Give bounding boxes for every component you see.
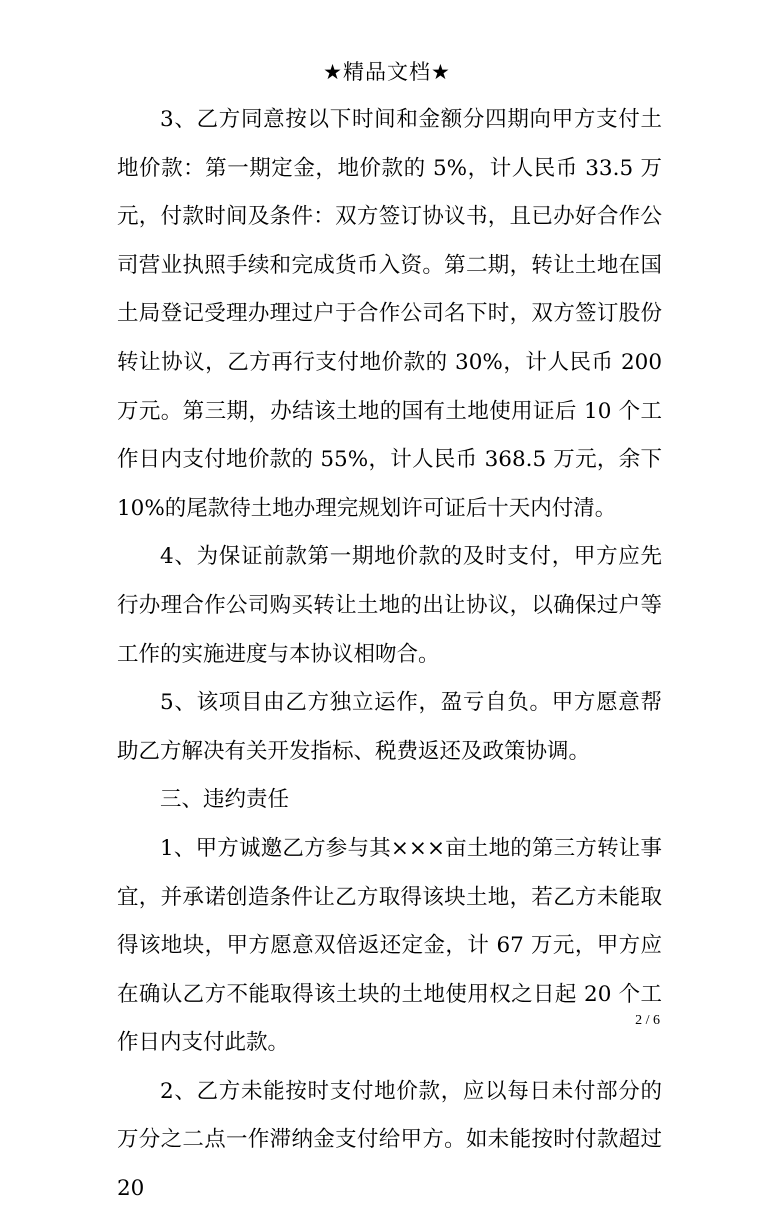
clause-4-paragraph: 4、为保证前款第一期地价款的及时支付，甲方应先行办理合作公司购买转让土地的出让协议，以确保过户等工作的实施进度与本协议相吻合。 (117, 544, 662, 667)
breach-clause-1-paragraph: 1、甲方诚邀乙方参与其×××亩土地的第三方转让事宜，并承诺创造条件让乙方取得该块土地，若乙方未能取得该地块，甲方愿意双倍返还定金，计 67 万元，甲方应在确认乙方不能取得该土块的土地使用权之日起 20 个工作日内支付此款。 (117, 835, 662, 1056)
section-heading-breach-liability: 三、违约责任 (160, 787, 290, 813)
document-body (117, 96, 662, 1214)
clause-3-paragraph: 3、乙方同意按以下时间和金额分四期向甲方支付土地价款：第一期定金，地价款的 5%，计人民币 33.5 万元，付款时间及条件：双方签订协议书，且已办好合作公司营业执照手续和完成货币入资。第二期，转让土地在国土局登记受理办理过户于合作公司名下时，双方签订股份转让协议，乙方再行支付地价款的 30%，计人民币 200 万元。第三期，办结该土地的国有土地使用证后 10 个工作日内支付地价款的 55%，计人民币 368.5 万元，余下 10%的尾款待土地办理完规划许可证后十天内付清。 (117, 107, 662, 521)
breach-clause-2-paragraph: 2、乙方未能按时支付地价款，应以每日未付部分的万分之二点一作滞纳金支付给甲方。如未能按时付款超过 20 (117, 1078, 662, 1202)
clause-5-paragraph: 5、该项目由乙方独立运作，盈亏自负。甲方愿意帮助乙方解决有关开发指标、税费返还及政策协调。 (117, 690, 662, 764)
page-number: 2 / 6 (635, 1013, 660, 1028)
document-header-title: ★精品文档★ (323, 60, 451, 84)
